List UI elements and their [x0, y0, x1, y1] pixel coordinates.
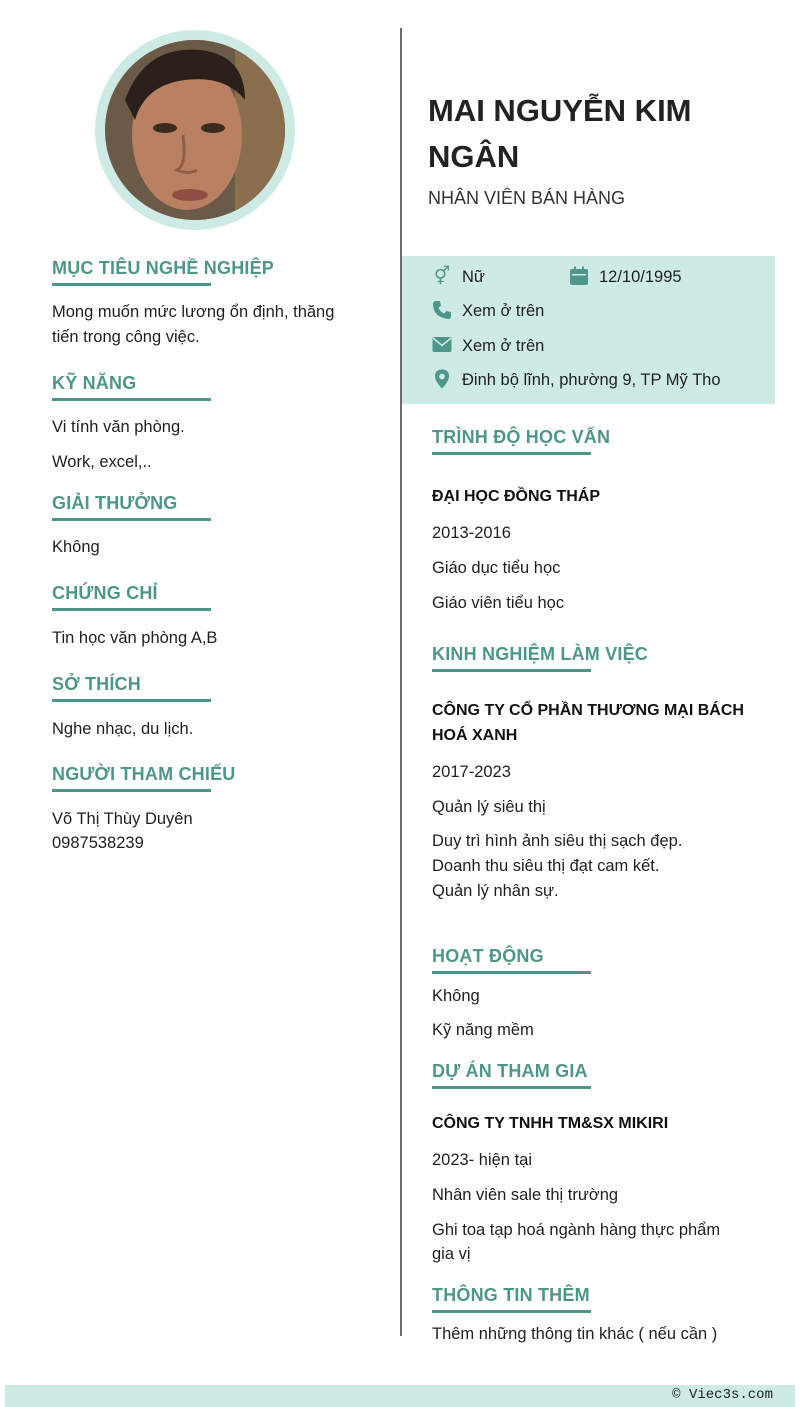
- email-icon: [432, 335, 452, 355]
- project-desc-line-1: Ghi toa tạp hoá ngành hàng thực phẩm: [432, 1221, 721, 1239]
- column-divider: [400, 28, 402, 1336]
- experience-company-line-1: CÔNG TY CỔ PHẦN THƯƠNG MẠI BÁCH: [432, 702, 744, 719]
- footer-bar: [5, 1385, 795, 1407]
- avatar-frame: [95, 30, 295, 230]
- section-underline: [52, 608, 211, 611]
- section-underline: [432, 971, 591, 974]
- section-underline: [52, 789, 211, 792]
- section-title-certificates: CHỨNG CHỈ: [52, 583, 158, 603]
- section-title-awards: GIẢI THƯỞNG: [52, 493, 178, 513]
- footer-copyright: © Viec3s.com: [672, 1387, 773, 1403]
- section-underline: [432, 669, 591, 672]
- section-underline: [52, 398, 211, 401]
- project-period: 2023- hiện tại: [432, 1151, 532, 1169]
- section-title-hobbies: SỞ THÍCH: [52, 674, 141, 694]
- section-title-references: NGƯỜI THAM CHIẾU: [52, 764, 236, 784]
- avatar-photo-icon: [105, 40, 285, 220]
- experience-desc-line: Duy trì hình ảnh siêu thị sạch đẹp.: [432, 832, 683, 850]
- activity-item: Kỹ năng mềm: [432, 1021, 534, 1039]
- experience-desc-line: Doanh thu siêu thị đạt cam kết.: [432, 857, 660, 875]
- awards-text: Không: [52, 538, 100, 556]
- reference-phone: 0987538239: [52, 834, 144, 852]
- certificates-text: Tin học văn phòng A,B: [52, 629, 218, 647]
- education-position: Giáo viên tiểu học: [432, 594, 565, 612]
- experience-position: Quản lý siêu thị: [432, 798, 546, 816]
- section-title-projects: DỰ ÁN THAM GIA: [432, 1061, 588, 1081]
- location-pin-icon: [432, 369, 452, 389]
- phone-icon: [432, 300, 452, 320]
- email-value: Xem ở trên: [462, 337, 545, 355]
- activity-item: Không: [432, 987, 480, 1005]
- section-underline: [52, 283, 211, 286]
- calendar-icon: [569, 266, 589, 286]
- experience-period: 2017-2023: [432, 763, 511, 781]
- project-company: CÔNG TY TNHH TM&SX MIKIRI: [432, 1115, 669, 1132]
- experience-desc-line: Quản lý nhân sự.: [432, 882, 559, 900]
- section-underline: [432, 452, 591, 455]
- section-underline: [432, 1086, 591, 1089]
- hobbies-text: Nghe nhạc, du lịch.: [52, 720, 194, 738]
- objective-text-line-1: Mong muốn mức lương ổn định, thăng: [52, 303, 335, 321]
- education-major: Giáo dục tiểu học: [432, 559, 561, 577]
- avatar: [105, 40, 285, 220]
- education-school: ĐẠI HỌC ĐỒNG THÁP: [432, 488, 600, 505]
- project-desc-line-2: gia vị: [432, 1245, 471, 1263]
- job-title: NHÂN VIÊN BÁN HÀNG: [428, 188, 626, 208]
- skill-item: Vi tính văn phòng.: [52, 418, 185, 436]
- gender-value: Nữ: [462, 268, 485, 286]
- extra-text: Thêm những thông tin khác ( nếu cần ): [432, 1325, 718, 1343]
- phone-value: Xem ở trên: [462, 302, 545, 320]
- skill-item: Work, excel,..: [52, 453, 152, 471]
- section-title-education: TRÌNH ĐỘ HỌC VẤN: [432, 427, 611, 447]
- section-title-activities: HOẠT ĐỘNG: [432, 946, 544, 966]
- full-name: MAI NGUYỄN KIM NGÂN: [428, 93, 692, 174]
- project-position: Nhân viên sale thị trường: [432, 1186, 619, 1204]
- reference-name: Võ Thị Thùy Duyên: [52, 810, 193, 828]
- education-period: 2013-2016: [432, 524, 511, 542]
- dob-value: 12/10/1995: [599, 268, 682, 286]
- address-value: Đinh bộ lĩnh, phường 9, TP Mỹ Tho: [462, 371, 721, 389]
- section-underline: [52, 699, 211, 702]
- gender-icon: ⚥: [433, 266, 451, 286]
- section-underline: [432, 1310, 591, 1313]
- section-title-skills: KỸ NĂNG: [52, 373, 137, 393]
- section-title-experience: KINH NGHIỆM LÀM VIỆC: [432, 644, 649, 664]
- section-title-extra: THÔNG TIN THÊM: [432, 1285, 590, 1305]
- section-underline: [52, 518, 211, 521]
- section-title-objective: MỤC TIÊU NGHỀ NGHIỆP: [52, 258, 275, 278]
- experience-company-line-2: HOÁ XANH: [432, 727, 518, 744]
- objective-text-line-2: tiến trong công việc.: [52, 328, 200, 346]
